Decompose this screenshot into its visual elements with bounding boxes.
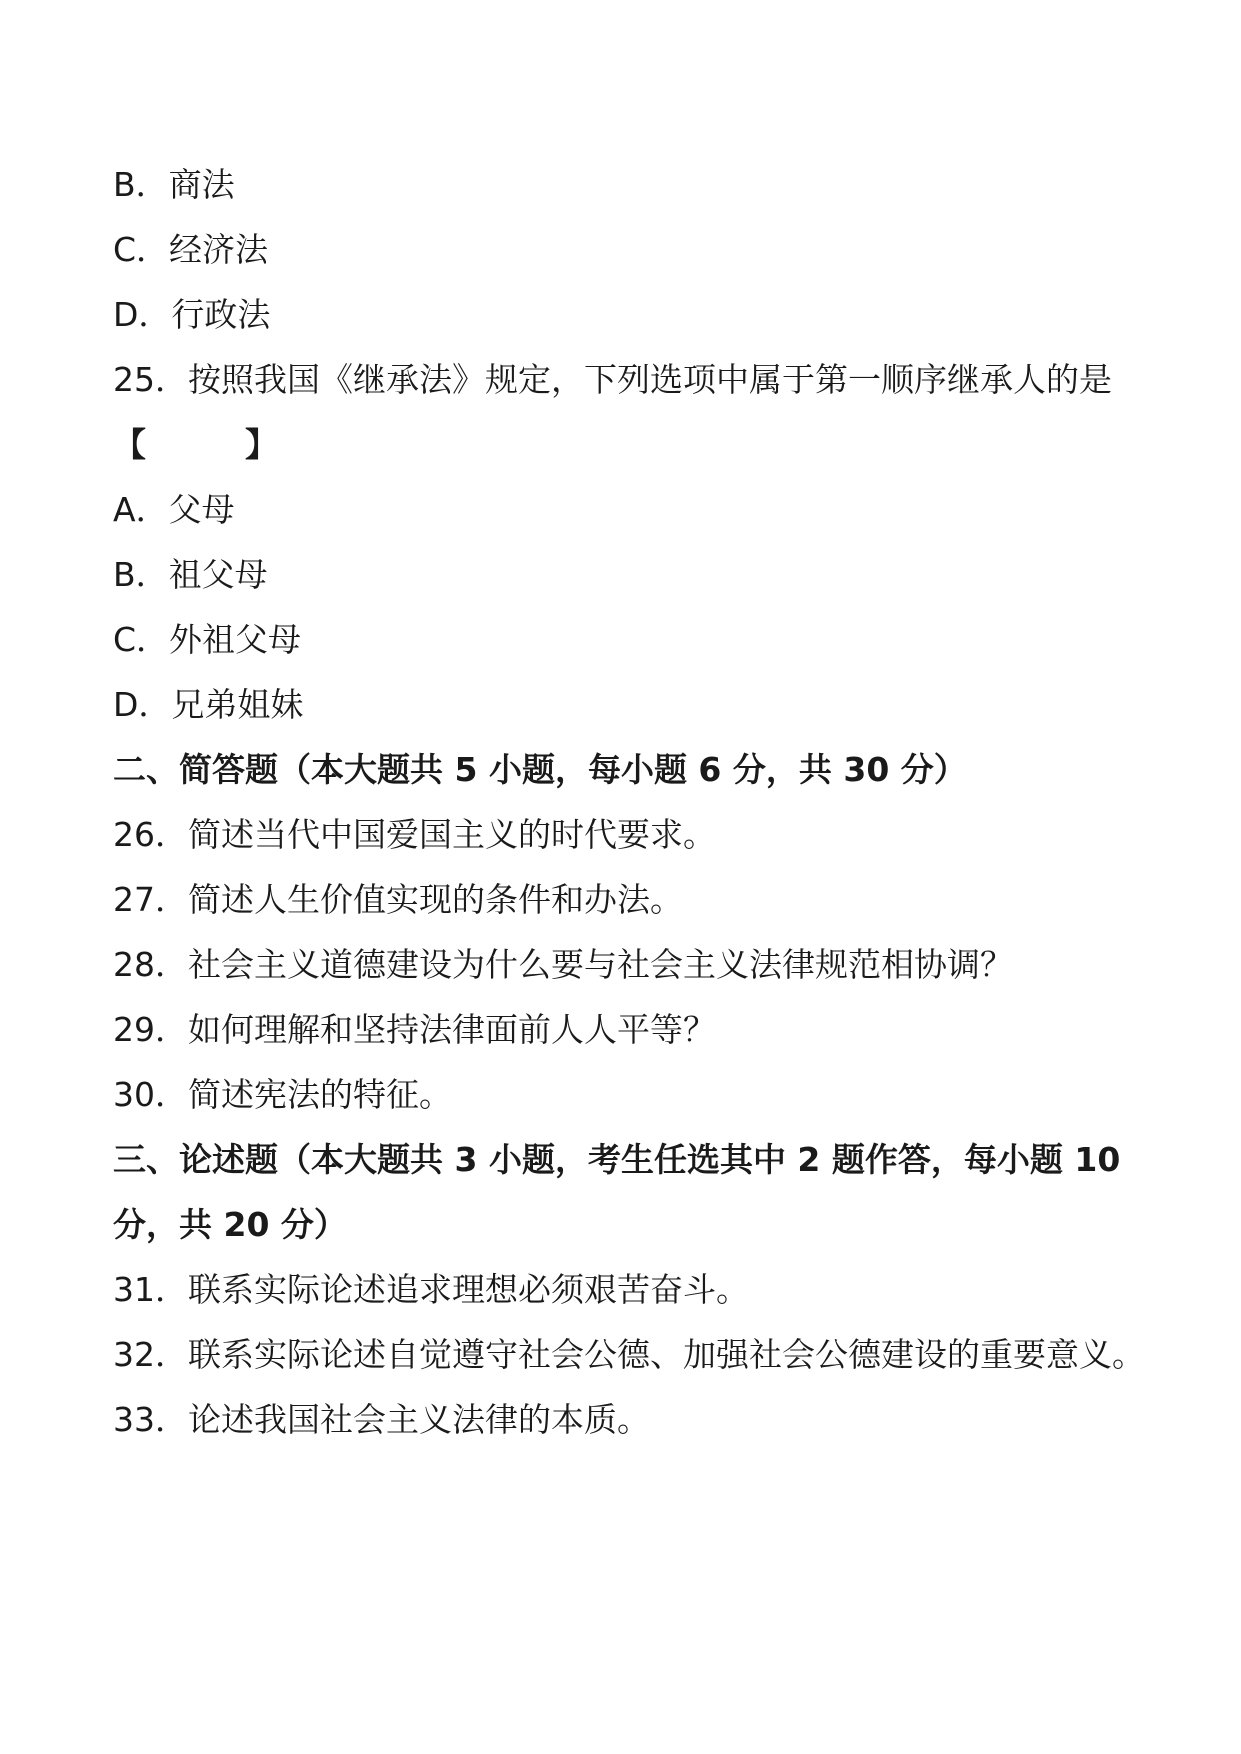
section-heading-essay-continued: 分，共 20 分） [113,1205,347,1244]
option-d-administrative-law: D．行政法 [113,295,271,334]
option-c-maternal-grandparents: C．外祖父母 [113,620,302,659]
question-30: 30．简述宪法的特征。 [113,1075,452,1114]
question-29: 29．如何理解和坚持法律面前人人平等？ [113,1010,716,1049]
question-28: 28．社会主义道德建设为什么要与社会主义法律规范相协调？ [113,945,1013,984]
option-a-parents: A．父母 [113,490,235,529]
option-d-siblings: D．兄弟姐妹 [113,685,304,724]
section-heading-short-answer: 二、简答题（本大题共 5 小题，每小题 6 分，共 30 分） [113,750,967,789]
question-33: 33．论述我国社会主义法律的本质。 [113,1400,650,1439]
option-c-economic-law: C．经济法 [113,230,269,269]
question-27: 27．简述人生价值实现的条件和办法。 [113,880,683,919]
answer-bracket: 【 】 [113,425,278,464]
question-31: 31．联系实际论述追求理想必须艰苦奋斗。 [113,1270,749,1309]
section-heading-essay: 三、论述题（本大题共 3 小题，考生任选其中 2 题作答，每小题 10 [113,1140,1121,1179]
option-b-grandparents: B．祖父母 [113,555,268,594]
question-25: 25．按照我国《继承法》规定，下列选项中属于第一顺序继承人的是 [113,360,1112,399]
option-b-commercial-law: B．商法 [113,165,235,204]
question-32: 32．联系实际论述自觉遵守社会公德、加强社会公德建设的重要意义。 [113,1335,1145,1374]
question-26: 26．简述当代中国爱国主义的时代要求。 [113,815,716,854]
